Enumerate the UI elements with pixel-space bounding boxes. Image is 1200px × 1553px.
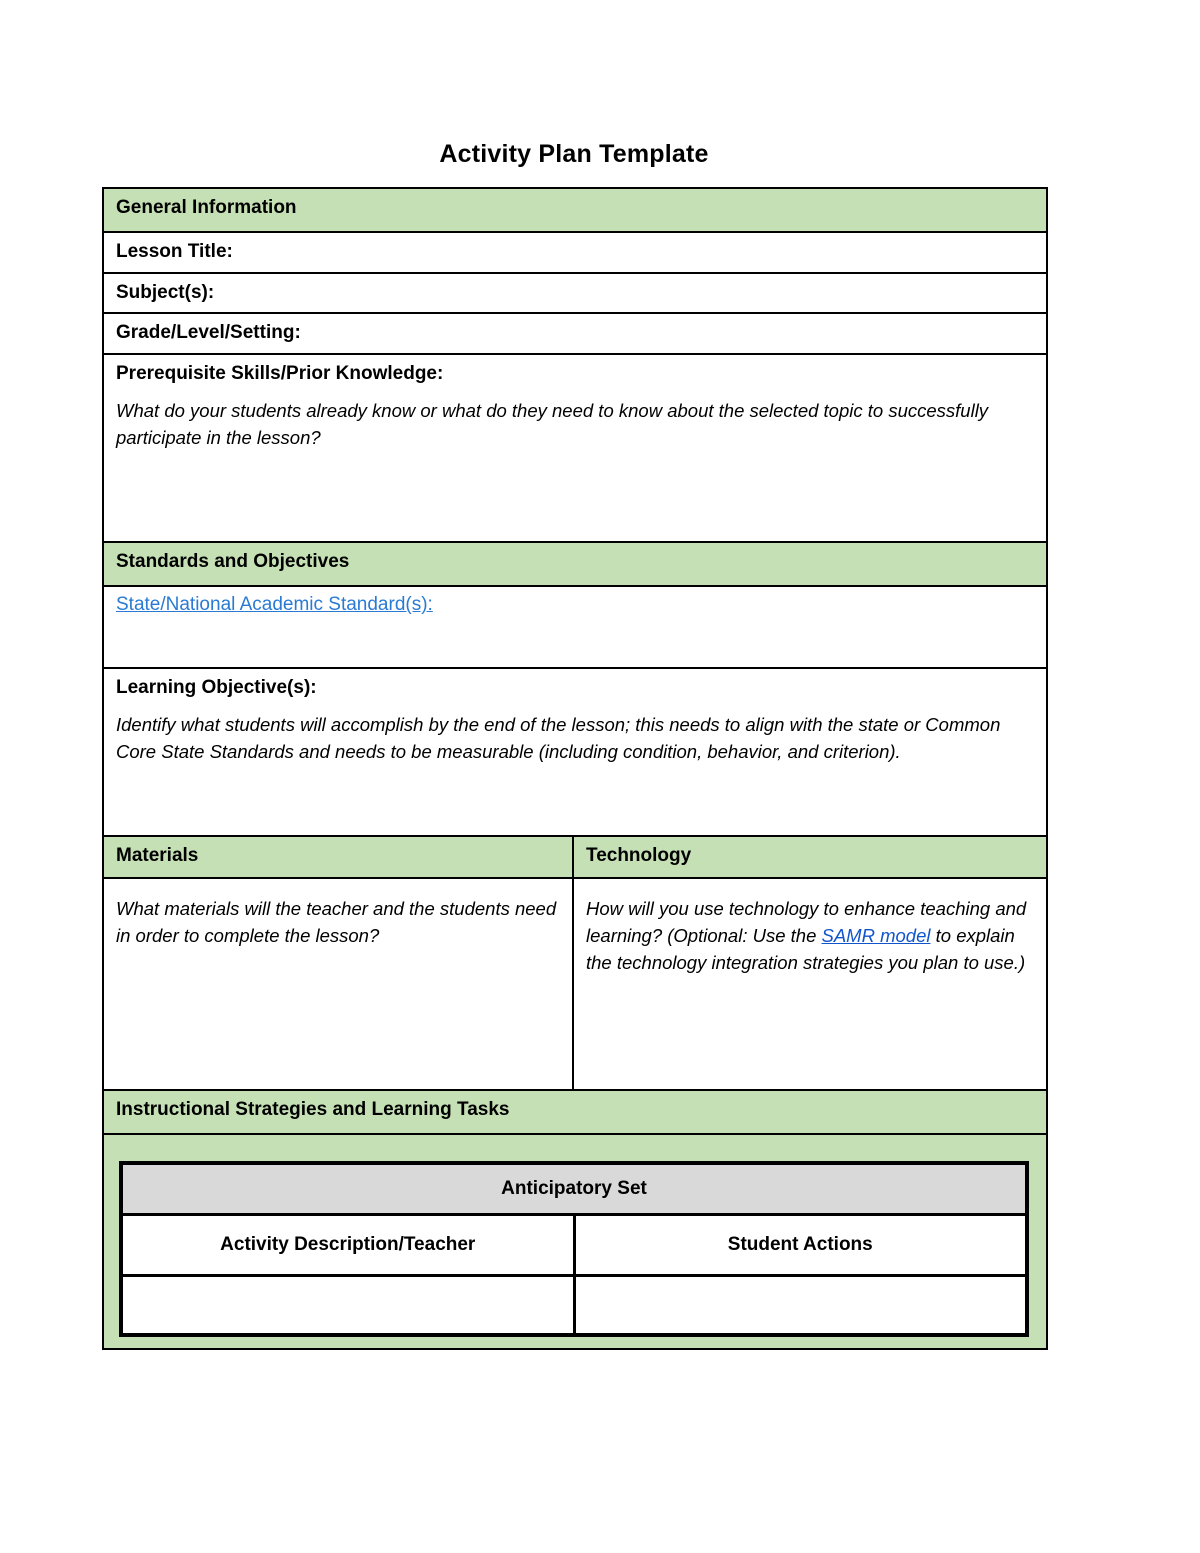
anticipatory-set-table <box>119 1161 1029 1337</box>
field-learning-objectives[interactable] <box>103 668 1047 836</box>
table-row <box>121 1163 1027 1215</box>
table-row <box>103 542 1047 586</box>
anticipatory-set-title-cell <box>121 1163 1027 1215</box>
section-header-technology <box>573 836 1047 878</box>
section-header-instructional-strategies <box>103 1090 1047 1134</box>
table-row <box>121 1276 1027 1336</box>
state-national-standard-link[interactable]: State/National Academic Standard(s): <box>116 594 433 616</box>
table-row <box>103 232 1047 273</box>
technology-hint-after: to explain the technology integration strategies you plan to use.) <box>586 924 1026 973</box>
field-label: Prerequisite Skills/Prior Knowledge: <box>116 363 444 385</box>
column-header-activity-description <box>121 1215 574 1276</box>
table-row <box>103 878 1047 1090</box>
field-state-national-standards[interactable] <box>103 586 1047 668</box>
field-label: Learning Objective(s): <box>116 677 317 699</box>
section-header-materials <box>103 836 573 878</box>
activity-plan-table <box>102 187 1048 1350</box>
samr-model-link[interactable]: SAMR model <box>821 924 931 946</box>
section-header-label: General Information <box>116 197 297 218</box>
section-header-label: Materials <box>116 845 199 867</box>
column-header-label: Student Actions <box>727 1234 873 1256</box>
table-row <box>103 1134 1047 1349</box>
anticipatory-set-container <box>103 1134 1047 1349</box>
field-subjects[interactable] <box>103 273 1047 314</box>
section-header-standards-and-objectives <box>103 542 1047 586</box>
field-lesson-title[interactable] <box>103 232 1047 273</box>
field-technology[interactable] <box>573 878 1047 1090</box>
cell-student-actions[interactable] <box>574 1276 1027 1336</box>
field-grade-level-setting[interactable] <box>103 313 1047 354</box>
cell-activity-description[interactable] <box>121 1276 574 1336</box>
table-row <box>103 1090 1047 1134</box>
section-header-general-information <box>103 188 1047 232</box>
table-row <box>103 354 1047 542</box>
table-row <box>103 188 1047 232</box>
table-row <box>103 273 1047 314</box>
field-prerequisite-skills[interactable] <box>103 354 1047 542</box>
field-label: Grade/Level/Setting: <box>116 322 301 344</box>
field-hint-text <box>586 896 1035 976</box>
field-label: Lesson Title: <box>116 241 233 262</box>
page-title: Activity Plan Template <box>439 140 709 168</box>
column-header-label: Activity Description/Teacher <box>220 1234 476 1256</box>
section-header-label: Standards and Objectives <box>116 551 350 573</box>
anticipatory-set-title: Anticipatory Set <box>501 1178 647 1200</box>
section-header-label: Instructional Strategies and Learning Tasks <box>116 1099 510 1121</box>
section-header-label: Technology <box>586 845 692 867</box>
table-row <box>103 836 1047 878</box>
table-row <box>103 586 1047 668</box>
technology-hint-before: How will you use technology to enhance teaching and learning? (Optional: Use the <box>586 898 1027 946</box>
field-label: Subject(s): <box>116 281 215 303</box>
column-header-student-actions <box>574 1215 1027 1276</box>
field-hint-text: What do your students already know or what do they need to know about the selected topic to successfully participate in the lesson? <box>116 399 989 448</box>
table-row <box>103 668 1047 836</box>
field-materials[interactable] <box>103 878 573 1090</box>
table-row <box>121 1215 1027 1276</box>
table-row <box>103 313 1047 354</box>
field-hint-text: Identify what students will accomplish by the end of the lesson; this needs to align with the state or Common Core State Standards and needs to be measurable (including condition, behavior, and criterion). <box>116 713 1001 762</box>
field-hint-text: What materials will the teacher and the students need in order to complete the lesson? <box>116 898 557 946</box>
